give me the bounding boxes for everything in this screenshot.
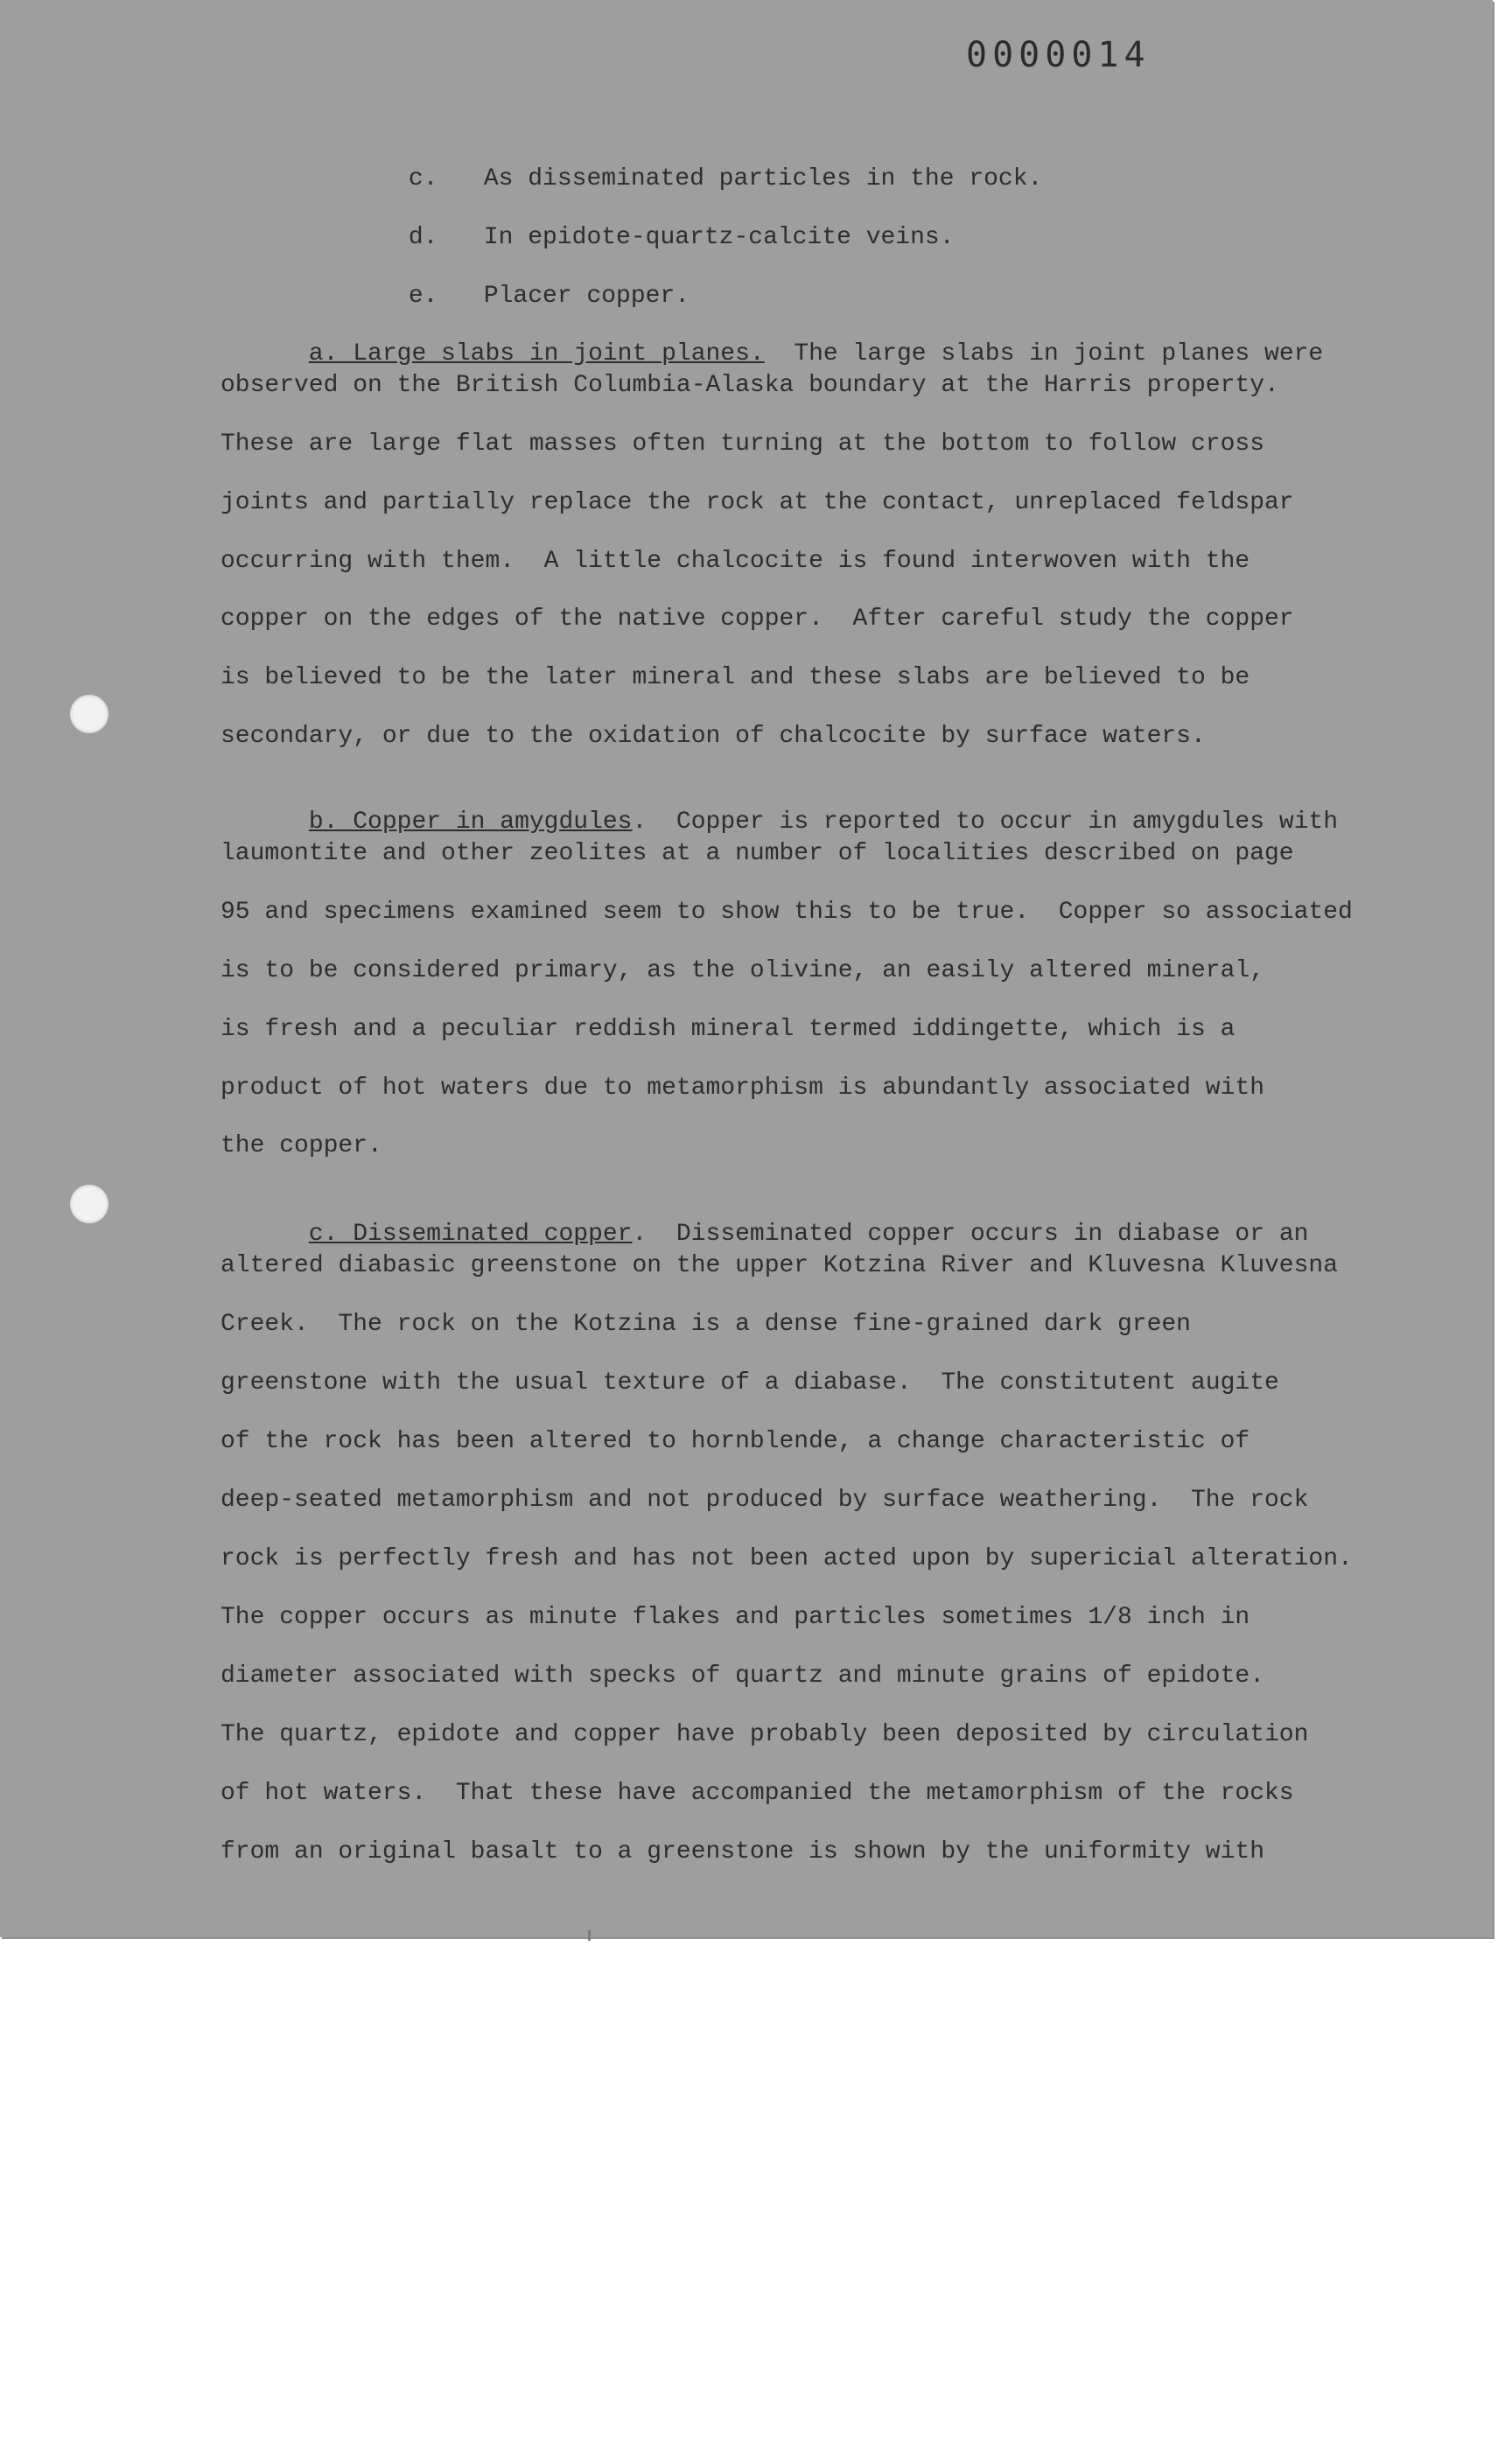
text-line: altered diabasic greenstone on the upper Kotzina River and Kluvesna Kluvesna [220,1252,1339,1279]
list-item-text: In epidote-quartz-calcite veins. [483,224,955,251]
punch-hole [70,1185,108,1223]
section-heading-a: a. Large slabs in joint planes. [308,340,765,368]
text-line: diameter associated with specks of quartz and minute grains of epidote. [220,1662,1264,1690]
text-line: . Disseminated copper occurs in diabase or an [632,1221,1309,1248]
section-heading-c: c. Disseminated copper [308,1221,633,1248]
text-line: product of hot waters due to metamorphism is abundantly associated with [220,1074,1264,1102]
text-line: copper on the edges of the native copper. After careful study the copper [220,606,1294,633]
text-line: deep-seated metamorphism and not produced by surface weathering. The rock [220,1487,1309,1514]
text-line: joints and partially replace the rock at the contact, unreplaced feldspar [220,489,1294,516]
text-line: the copper. [220,1132,382,1159]
text-line: rock is perfectly fresh and has not been acted upon by supericial alteration. [220,1545,1353,1572]
list-marker: e. [408,283,438,310]
text-line: is fresh and a peculiar reddish mineral termed iddingette, which is a [220,1016,1236,1043]
text-line: of hot waters. That these have accompanied the metamorphism of the rocks [220,1780,1294,1807]
text-line: occurring with them. A little chalcocite is found interwoven with the [220,548,1250,575]
text-line: These are large flat masses often turning at the bottom to follow cross [220,430,1264,458]
text-line: . Copper is reported to occur in amygdules with [632,808,1339,836]
list-marker: d. [408,224,438,251]
list-marker: c. [408,165,438,192]
text-line: The quartz, epidote and copper have probably been deposited by circulation [220,1721,1309,1748]
text-line: The large slabs in joint planes were [764,340,1324,368]
list-item-text: Placer copper. [483,283,690,310]
document-number: 0000014 [966,35,1151,75]
text-line: observed on the British Columbia-Alaska boundary at the Harris property. [220,372,1279,399]
text-line: The copper occurs as minute flakes and particles sometimes 1/8 inch in [220,1604,1250,1631]
section-heading-b: b. Copper in amygdules [308,808,633,836]
punch-hole [70,695,108,733]
text-line: is to be considered primary, as the olivine, an easily altered mineral, [220,957,1264,984]
page-edge-mark [588,1930,591,1941]
text-line: of the rock has been altered to hornblende, a change characteristic of [220,1428,1250,1455]
text-line: greenstone with the usual texture of a diabase. The constitutent augite [220,1369,1279,1396]
text-line: Creek. The rock on the Kotzina is a dense fine-grained dark green [220,1311,1191,1338]
text-line: secondary, or due to the oxidation of chalcocite by surface waters. [220,723,1206,750]
text-line: 95 and specimens examined seem to show this to be true. Copper so associated [220,899,1353,926]
text-line: is believed to be the later mineral and these slabs are believed to be [220,664,1250,691]
text-line: from an original basalt to a greenstone is shown by the uniformity with [220,1838,1264,1866]
text-line: laumontite and other zeolites at a number of localities described on page [220,840,1294,867]
list-item-text: As disseminated particles in the rock. [483,165,1043,192]
